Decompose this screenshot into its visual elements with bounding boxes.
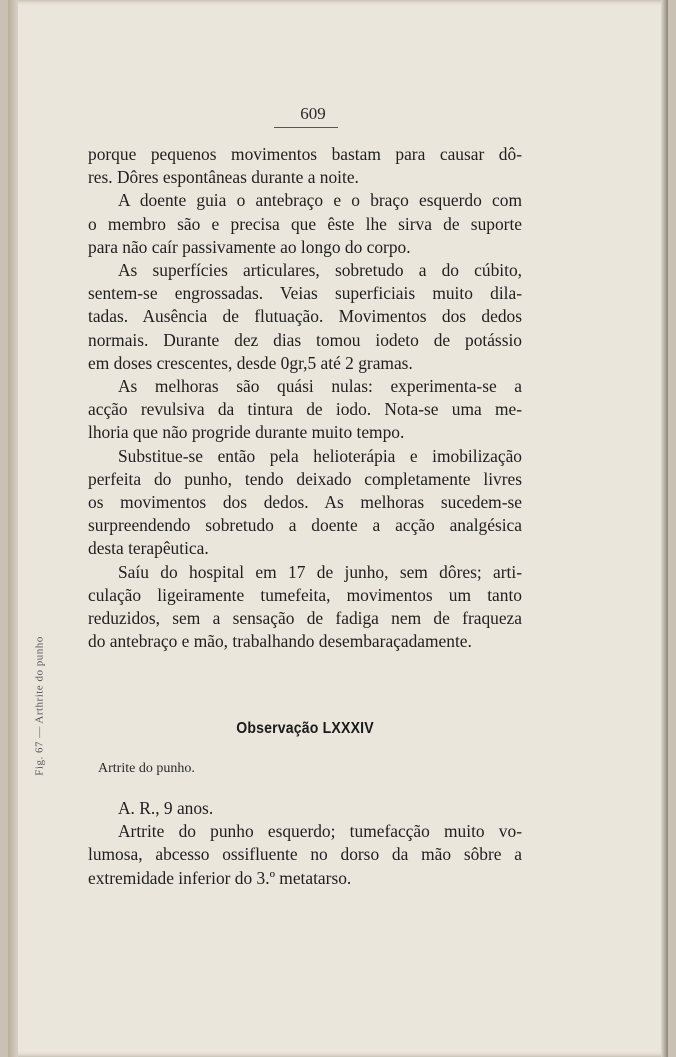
observation-heading: Observação LXXXIV [236, 720, 374, 737]
text-line: lhoria que não progride durante muito tempo. [88, 422, 405, 443]
text-line: porque pequenos movimentos bastam para causar dô- [88, 144, 522, 164]
text-line: Saíu do hospital em 17 de junho, sem dôres; arti- [118, 561, 522, 582]
page-right-edge [661, 0, 668, 1057]
text-line: tadas. Ausência de flutuação. Movimentos dos dedos [88, 306, 522, 327]
text-line: lumosa, abcesso ossifluente no dorso da mão sôbre a [88, 844, 522, 865]
text-line: acção revulsiva da tintura de iodo. Nota-se uma me- [88, 399, 522, 420]
text-line: Artrite do punho esquerdo; tumefacção muito vo- [118, 821, 522, 842]
observation-text [88, 797, 522, 890]
book-page [8, 0, 668, 1057]
observation-subtitle: Artrite do punho. [98, 761, 195, 776]
text-line: A doente guia o antebraço e o braço esquerdo com [118, 190, 522, 211]
text-line: surpreendendo sobretudo a doente a acção analgésica [88, 515, 522, 536]
text-line: As superfícies articulares, sobretudo a do cúbito, [118, 260, 522, 281]
text-line: os movimentos dos dedos. As melhoras sucedem-se [88, 492, 522, 513]
text-line: o membro são e precisa que êste lhe sirva de suporte [88, 213, 522, 234]
text-line: reduzidos, sem a sensação de fadiga nem de fraqueza [88, 608, 522, 629]
text-line: culação ligeiramente tumefeita, movimentos um tanto [88, 584, 522, 605]
page-number-rule [274, 127, 338, 128]
text-line: sentem-se engrossadas. Veias superficiais muito dila- [88, 283, 522, 304]
text-line: Substitue-se então pela helioterápia e imobilização [118, 445, 522, 466]
spine-caption: Fig. 67 — Arthrite do punho [33, 636, 46, 776]
text-line: extremidade inferior do 3.º metatarso. [88, 867, 352, 888]
text-line: desta terapêutica. [88, 538, 209, 559]
body-text [88, 143, 522, 653]
page-number: 609 [300, 104, 326, 123]
page-spine-shadow [8, 0, 18, 1057]
text-line: As melhoras são quási nulas: experimenta-se a [118, 376, 522, 397]
text-line: res. Dôres espontâneas durante a noite. [88, 167, 359, 188]
text-line: em doses crescentes, desde 0gr,5 até 2 gramas. [88, 352, 413, 373]
text-line: A. R., 9 anos. [118, 798, 214, 818]
text-line: perfeita do punho, tendo deixado completamente livres [88, 468, 522, 489]
text-line: do antebraço e mão, trabalhando desembaraçadamente. [88, 631, 472, 652]
text-line: para não caír passivamente ao longo do corpo. [88, 236, 411, 257]
text-line: normais. Durante dez dias tomou iodeto de potássio [88, 329, 522, 350]
